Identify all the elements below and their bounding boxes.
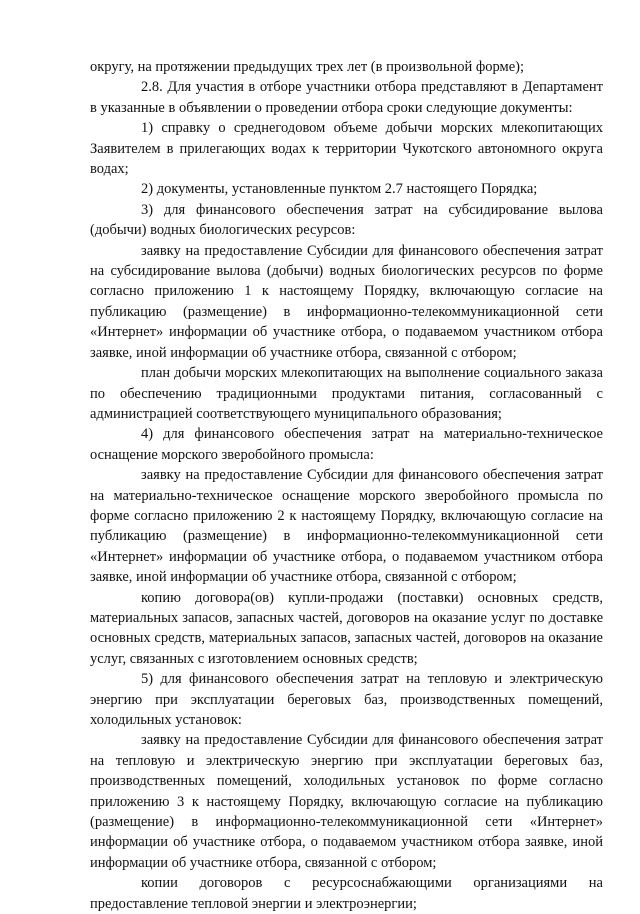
paragraph-item-4: 4) для финансового обеспечения затрат на материально-техническое оснащение морского зверобойного промысла: — [90, 426, 603, 463]
paragraph-item-3-application: заявку на предоставление Субсидии для финансового обеспечения затрат на субсидирование вылова (добычи) водных биологических ресурсов по форме согласно приложению 1 к настоящему Порядку, включающую согласие на публикацию (размещение) в информационно-телекоммуникационной сети «Интернет» информации об участнике отбора, о подаваемом участником отбора заявке, иной информации об участнике отбора, связанной с отбором; — [90, 242, 603, 361]
paragraph-item-4-contracts: копию договора(ов) купли-продажи (поставки) основных средств, материальных запасов, запасных частей, договоров на оказание услуг по доставке основных средств, материальных запасов, запасных частей, договоров на оказание услуг, связанных с изготовлением основных средств; — [90, 589, 603, 667]
paragraph-continuation: округу, на протяжении предыдущих трех лет (в произвольной форме); — [90, 59, 525, 75]
paragraph-item-5: 5) для финансового обеспечения затрат на тепловую и электрическую энергию при эксплуатации береговых баз, производственных помещений, холодильных установок: — [90, 671, 603, 728]
paragraph-item-1: 1) справку о среднегодовом объеме добычи морских млекопитающих Заявителем в прилегающих водах к территории Чукотского автономного округа водах; — [90, 120, 603, 178]
paragraph-item-3-plan: план добычи морских млекопитающих на выполнение социального заказа по обеспечению традиционными продуктами питания, согласованный с администрацией соответствующего муниципального образования; — [90, 365, 603, 422]
paragraph-item-5-contracts: копии договоров с ресурсоснабжающими организациями на предоставление тепловой энергии и электроэнергии; — [90, 875, 603, 912]
paragraph-item-5-application: заявку на предоставление Субсидии для финансового обеспечения затрат на тепловую и электрическую энергию при эксплуатации береговых баз, производственных помещений, холодильных установок по форме согласно приложению 3 к настоящему Порядку, включающую согласие на публикацию (размещение) в информационно-телекоммуникационной сети «Интернет» информации об участнике отбора, о подаваемом участником отбора заявке, иной информации об участнике отбора, связанной с отбором; — [90, 732, 603, 871]
paragraph-clause-2-8: 2.8. Для участия в отборе участники отбора представляют в Департамент в указанные в объявлении о проведении отбора сроки следующие документы: — [90, 79, 603, 116]
paragraph-item-4-application: заявку на предоставление Субсидии для финансового обеспечения затрат на материально-техническое оснащение морского зверобойного промысла по форме согласно приложению 2 к настоящему Порядку, включающую согласие на публикацию (размещение) в информационно-телекоммуникационной сети «Интернет» информации об участнике отбора, о подаваемом участником отбора заявке, иной информации об участнике отбора, связанной с отбором; — [90, 467, 603, 586]
paragraph-item-2: 2) документы, установленные пунктом 2.7 настоящего Порядка; — [141, 181, 538, 198]
paragraph-item-3: 3) для финансового обеспечения затрат на субсидирование вылова (добычи) водных биологических ресурсов: — [90, 201, 603, 239]
